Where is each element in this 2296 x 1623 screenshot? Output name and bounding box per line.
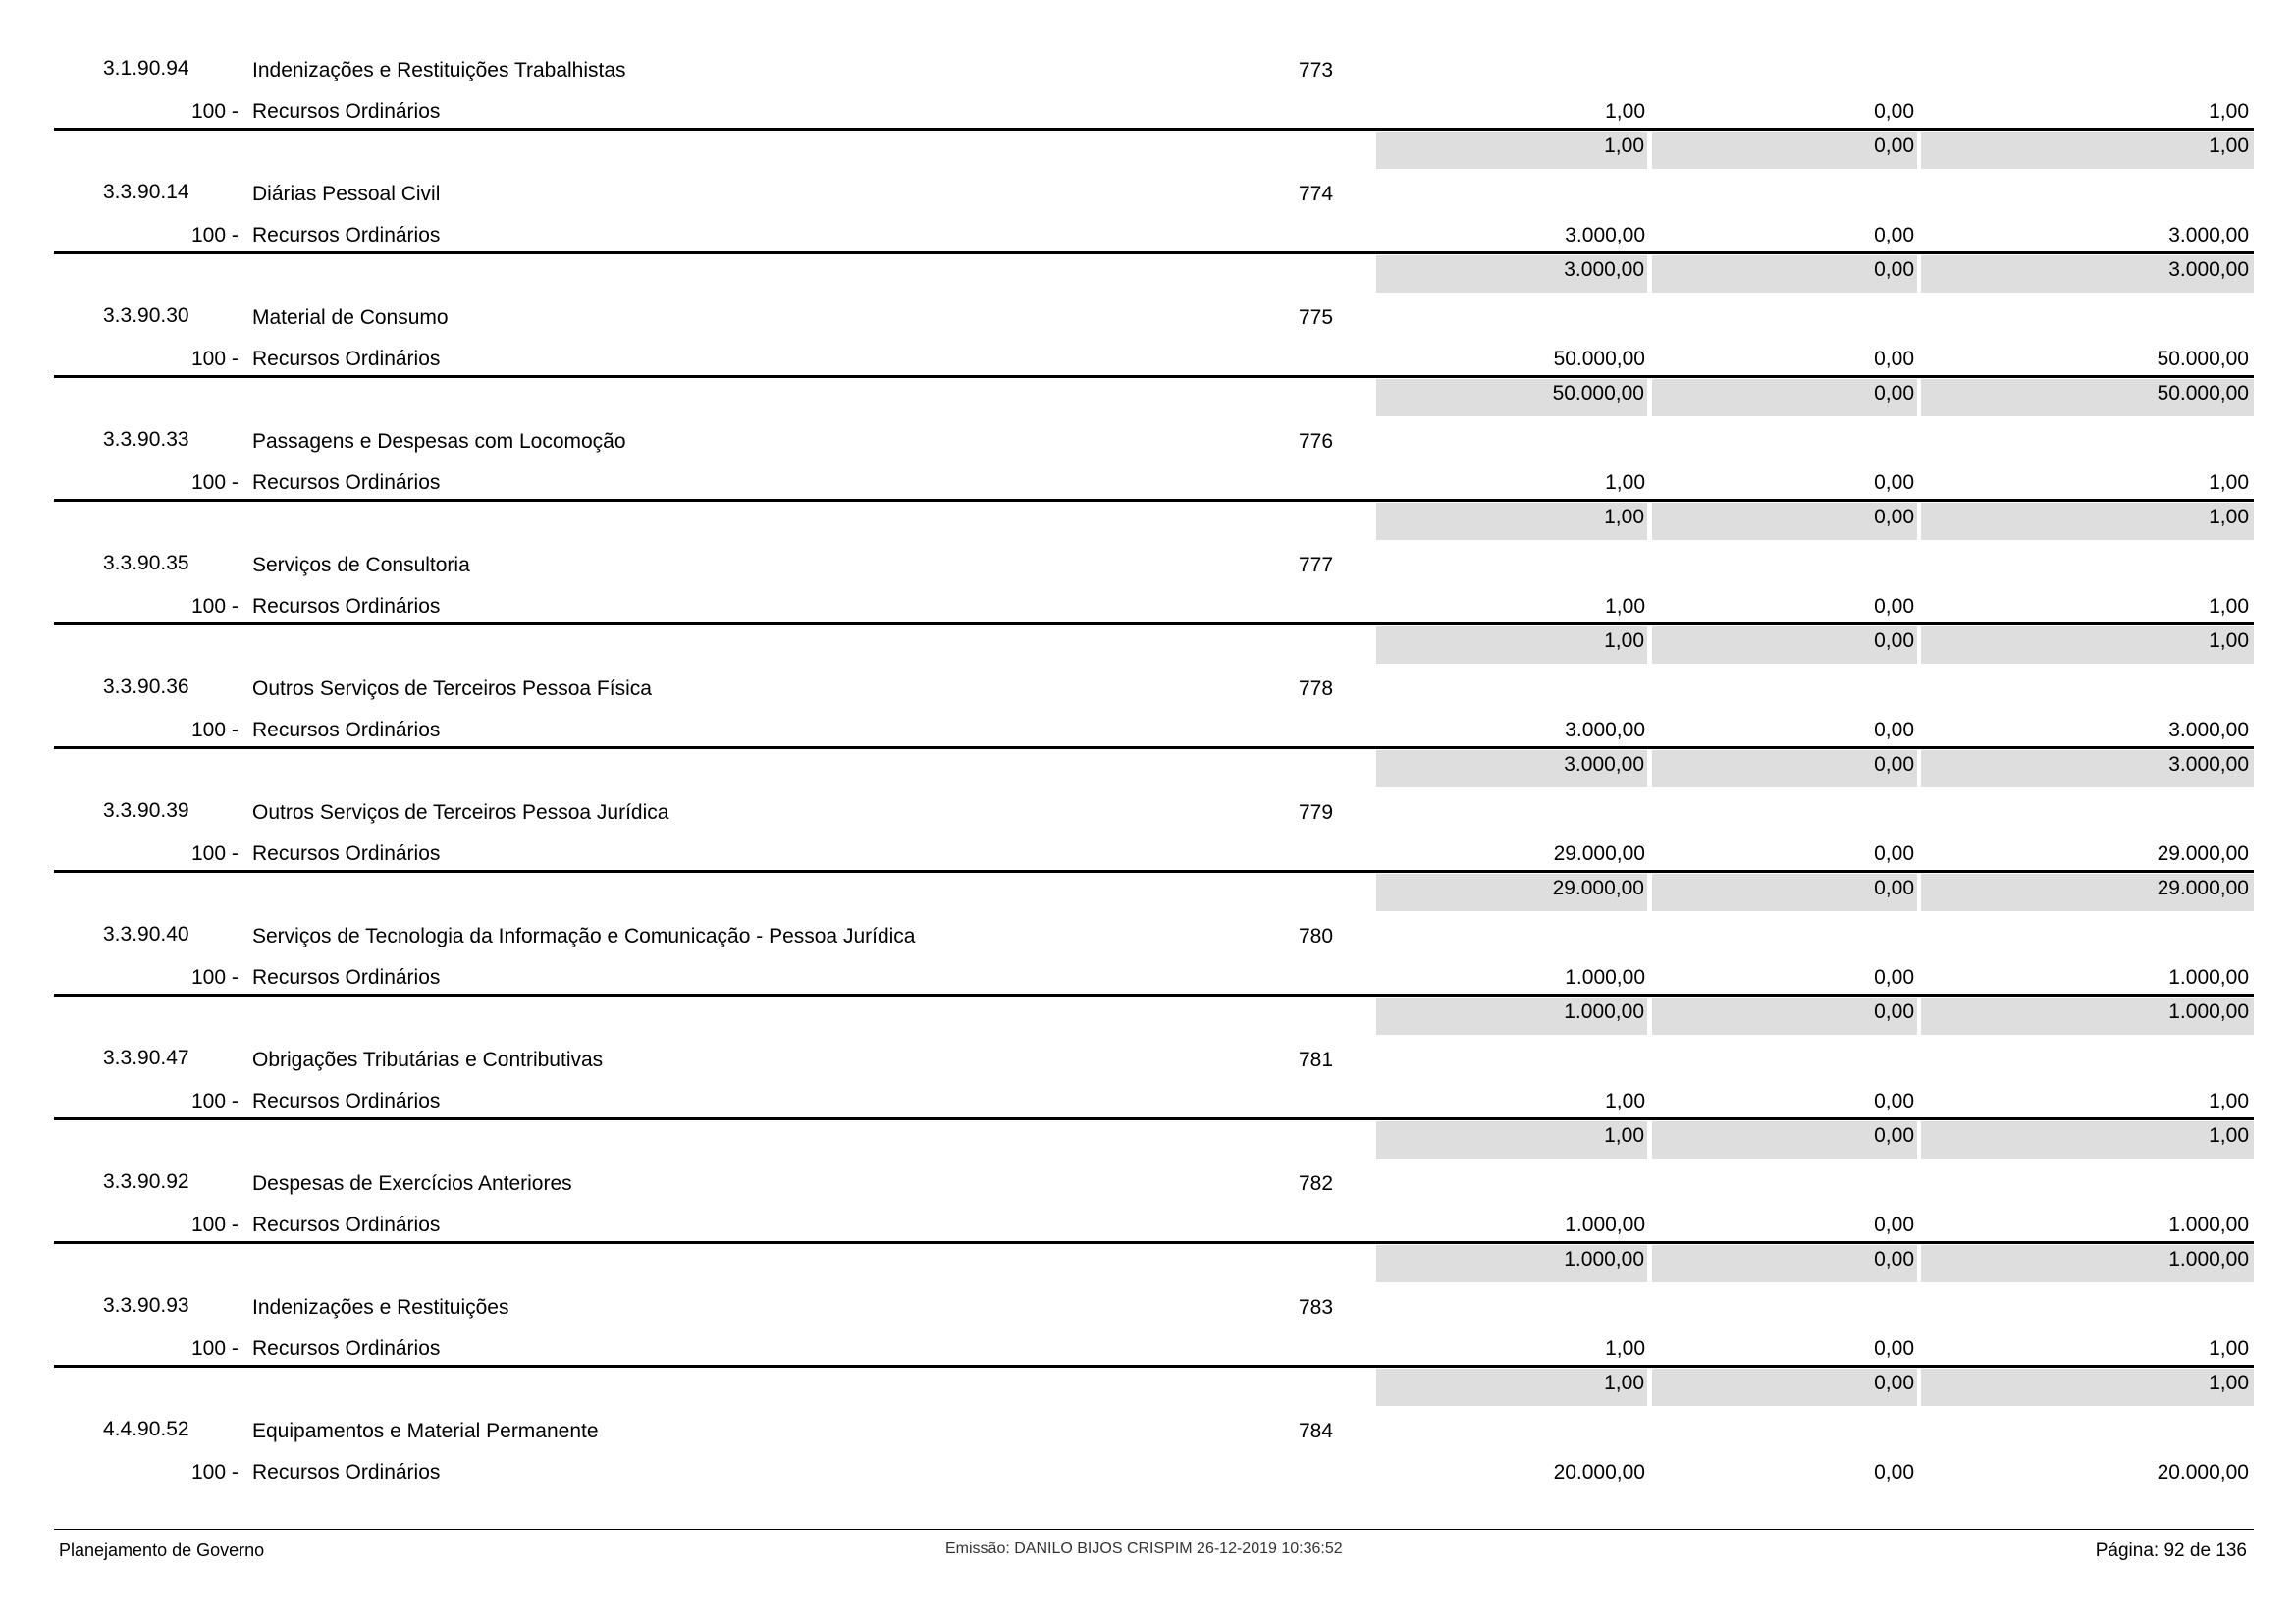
value-col-3: 50.000,00: [2157, 348, 2249, 370]
subtotal-col-2: 0,00: [1652, 1369, 1917, 1406]
account-description: Diárias Pessoal Civil: [252, 183, 441, 205]
account-code: 3.3.90.40: [103, 923, 189, 946]
fonte-description: Recursos Ordinários: [252, 100, 441, 123]
account-code: 3.3.90.14: [103, 181, 189, 203]
item-number: 779: [1299, 801, 1334, 824]
subtotal-col-1: 1,00: [1376, 1369, 1647, 1406]
row-divider: [54, 128, 2254, 131]
subtotal-col-3: 1.000,00: [1921, 998, 2254, 1035]
fonte-code: 100 -: [191, 1461, 239, 1484]
account-code: 3.3.90.30: [103, 304, 189, 327]
value-col-3: 1.000,00: [2168, 966, 2249, 989]
fonte-code: 100 -: [191, 348, 239, 370]
account-description: Passagens e Despesas com Locomoção: [252, 430, 626, 453]
subtotal-col-1: 50.000,00: [1376, 379, 1647, 416]
value-col-3: 1,00: [2209, 100, 2249, 123]
table-row-group: [0, 1294, 2296, 1418]
value-col-3: 1,00: [2209, 595, 2249, 618]
subtotal-col-2: 0,00: [1652, 874, 1917, 911]
subtotal-col-1: 1.000,00: [1376, 1245, 1647, 1282]
value-col-3: 1.000,00: [2168, 1214, 2249, 1236]
subtotal-col-2: 0,00: [1652, 255, 1917, 293]
value-col-1: 1,00: [1605, 471, 1645, 494]
subtotal-col-3: 29.000,00: [1921, 874, 2254, 911]
fonte-description: Recursos Ordinários: [252, 966, 441, 989]
value-col-1: 1,00: [1605, 100, 1645, 123]
value-col-1: 50.000,00: [1553, 348, 1645, 370]
value-col-1: 3.000,00: [1565, 224, 1645, 246]
subtotal-col-2: 0,00: [1652, 132, 1917, 169]
row-divider: [54, 499, 2254, 502]
subtotal-col-3: 1,00: [1921, 1121, 2254, 1159]
item-number: 778: [1299, 677, 1334, 700]
account-code: 3.3.90.35: [103, 552, 189, 574]
value-col-1: 1.000,00: [1565, 966, 1645, 989]
value-col-2: 0,00: [1874, 224, 1914, 246]
subtotal-col-2: 0,00: [1652, 998, 1917, 1035]
table-row-group: [0, 923, 2296, 1047]
account-description: Serviços de Consultoria: [252, 554, 470, 576]
account-code: 3.3.90.36: [103, 676, 189, 698]
row-divider: [54, 746, 2254, 749]
account-description: Obrigações Tributárias e Contributivas: [252, 1049, 604, 1071]
item-number: 777: [1299, 554, 1334, 576]
fonte-code: 100 -: [191, 1214, 239, 1236]
item-number: 780: [1299, 925, 1334, 947]
subtotal-col-2: 0,00: [1652, 626, 1917, 664]
item-number: 774: [1299, 183, 1334, 205]
fonte-description: Recursos Ordinários: [252, 1090, 441, 1112]
account-code: 3.1.90.94: [103, 57, 189, 80]
value-col-3: 20.000,00: [2157, 1461, 2249, 1484]
fonte-code: 100 -: [191, 595, 239, 618]
subtotal-col-1: 1,00: [1376, 626, 1647, 664]
value-col-2: 0,00: [1874, 348, 1914, 370]
fonte-code: 100 -: [191, 100, 239, 123]
fonte-description: Recursos Ordinários: [252, 1461, 441, 1484]
row-divider: [54, 1365, 2254, 1368]
subtotal-col-2: 0,00: [1652, 750, 1917, 787]
fonte-code: 100 -: [191, 966, 239, 989]
table-row-group: [0, 428, 2296, 552]
subtotal-col-1: 1,00: [1376, 1121, 1647, 1159]
row-divider: [54, 622, 2254, 625]
value-col-1: 1,00: [1605, 1090, 1645, 1112]
subtotal-col-3: 1,00: [1921, 626, 2254, 664]
account-description: Equipamentos e Material Permanente: [252, 1420, 599, 1442]
row-divider: [54, 994, 2254, 997]
account-description: Despesas de Exercícios Anteriores: [252, 1172, 572, 1195]
subtotal-col-3: 3.000,00: [1921, 255, 2254, 293]
fonte-description: Recursos Ordinários: [252, 348, 441, 370]
subtotal-col-3: 1,00: [1921, 1369, 2254, 1406]
account-description: Indenizações e Restituições Trabalhistas: [252, 59, 626, 81]
value-col-1: 1,00: [1605, 1337, 1645, 1360]
subtotal-col-3: 3.000,00: [1921, 750, 2254, 787]
item-number: 784: [1299, 1420, 1334, 1442]
subtotal-col-3: 50.000,00: [1921, 379, 2254, 416]
subtotal-col-2: 0,00: [1652, 1121, 1917, 1159]
value-col-2: 0,00: [1874, 1214, 1914, 1236]
value-col-3: 3.000,00: [2168, 224, 2249, 246]
fonte-code: 100 -: [191, 224, 239, 246]
account-description: Material de Consumo: [252, 306, 449, 329]
value-col-3: 29.000,00: [2157, 842, 2249, 865]
value-col-2: 0,00: [1874, 1337, 1914, 1360]
subtotal-col-2: 0,00: [1652, 379, 1917, 416]
value-col-2: 0,00: [1874, 1461, 1914, 1484]
item-number: 776: [1299, 430, 1334, 453]
subtotal-col-1: 1,00: [1376, 503, 1647, 540]
subtotal-col-1: 3.000,00: [1376, 750, 1647, 787]
subtotal-col-2: 0,00: [1652, 1245, 1917, 1282]
table-row-group: [0, 181, 2296, 304]
fonte-description: Recursos Ordinários: [252, 719, 441, 741]
row-divider: [54, 375, 2254, 378]
fonte-description: Recursos Ordinários: [252, 471, 441, 494]
footer-page-number: Página: 92 de 136: [2095, 1541, 2247, 1561]
value-col-3: 1,00: [2209, 471, 2249, 494]
table-row-group: [0, 799, 2296, 923]
account-description: Outros Serviços de Terceiros Pessoa Jurídica: [252, 801, 669, 824]
row-divider: [54, 1241, 2254, 1244]
value-col-2: 0,00: [1874, 1090, 1914, 1112]
footer-org-name: Planejamento de Governo: [59, 1541, 265, 1560]
row-divider: [54, 1117, 2254, 1120]
account-code: 3.3.90.92: [103, 1170, 189, 1193]
value-col-2: 0,00: [1874, 471, 1914, 494]
item-number: 775: [1299, 306, 1334, 329]
item-number: 781: [1299, 1049, 1334, 1071]
value-col-3: 3.000,00: [2168, 719, 2249, 741]
subtotal-col-3: 1,00: [1921, 503, 2254, 540]
account-description: Indenizações e Restituições: [252, 1296, 509, 1319]
table-row-group: [0, 1418, 2296, 1542]
account-code: 3.3.90.39: [103, 799, 189, 822]
value-col-2: 0,00: [1874, 719, 1914, 741]
value-col-1: 1,00: [1605, 595, 1645, 618]
value-col-1: 1.000,00: [1565, 1214, 1645, 1236]
value-col-1: 3.000,00: [1565, 719, 1645, 741]
table-row-group: [0, 1047, 2296, 1170]
account-code: 3.3.90.47: [103, 1047, 189, 1069]
value-col-2: 0,00: [1874, 842, 1914, 865]
fonte-code: 100 -: [191, 842, 239, 865]
item-number: 773: [1299, 59, 1334, 81]
subtotal-col-1: 1.000,00: [1376, 998, 1647, 1035]
value-col-3: 1,00: [2209, 1337, 2249, 1360]
value-col-2: 0,00: [1874, 100, 1914, 123]
fonte-description: Recursos Ordinários: [252, 1337, 441, 1360]
account-code: 4.4.90.52: [103, 1418, 189, 1440]
subtotal-col-1: 1,00: [1376, 132, 1647, 169]
row-divider: [54, 870, 2254, 873]
fonte-description: Recursos Ordinários: [252, 842, 441, 865]
footer-divider: [54, 1529, 2254, 1530]
table-row-group: [0, 676, 2296, 799]
value-col-3: 1,00: [2209, 1090, 2249, 1112]
item-number: 782: [1299, 1172, 1334, 1195]
row-divider: [54, 251, 2254, 254]
item-number: 783: [1299, 1296, 1334, 1319]
table-row-group: [0, 304, 2296, 428]
account-code: 3.3.90.93: [103, 1294, 189, 1317]
subtotal-col-3: 1,00: [1921, 132, 2254, 169]
fonte-code: 100 -: [191, 471, 239, 494]
fonte-description: Recursos Ordinários: [252, 1214, 441, 1236]
value-col-2: 0,00: [1874, 595, 1914, 618]
fonte-code: 100 -: [191, 1337, 239, 1360]
account-description: Serviços de Tecnologia da Informação e Comunicação - Pessoa Jurídica: [252, 925, 916, 947]
value-col-1: 29.000,00: [1553, 842, 1645, 865]
account-code: 3.3.90.33: [103, 428, 189, 451]
value-col-2: 0,00: [1874, 966, 1914, 989]
footer-emission: Emissão: DANILO BIJOS CRISPIM 26-12-2019 10:36:52: [945, 1541, 1343, 1557]
account-description: Outros Serviços de Terceiros Pessoa Física: [252, 677, 652, 700]
value-col-1: 20.000,00: [1553, 1461, 1645, 1484]
subtotal-col-1: 3.000,00: [1376, 255, 1647, 293]
table-row-group: [0, 552, 2296, 676]
fonte-code: 100 -: [191, 1090, 239, 1112]
table-row-group: [0, 57, 2296, 181]
table-row-group: [0, 1170, 2296, 1294]
fonte-description: Recursos Ordinários: [252, 224, 441, 246]
subtotal-col-1: 29.000,00: [1376, 874, 1647, 911]
subtotal-col-3: 1.000,00: [1921, 1245, 2254, 1282]
fonte-code: 100 -: [191, 719, 239, 741]
subtotal-col-2: 0,00: [1652, 503, 1917, 540]
fonte-description: Recursos Ordinários: [252, 595, 441, 618]
